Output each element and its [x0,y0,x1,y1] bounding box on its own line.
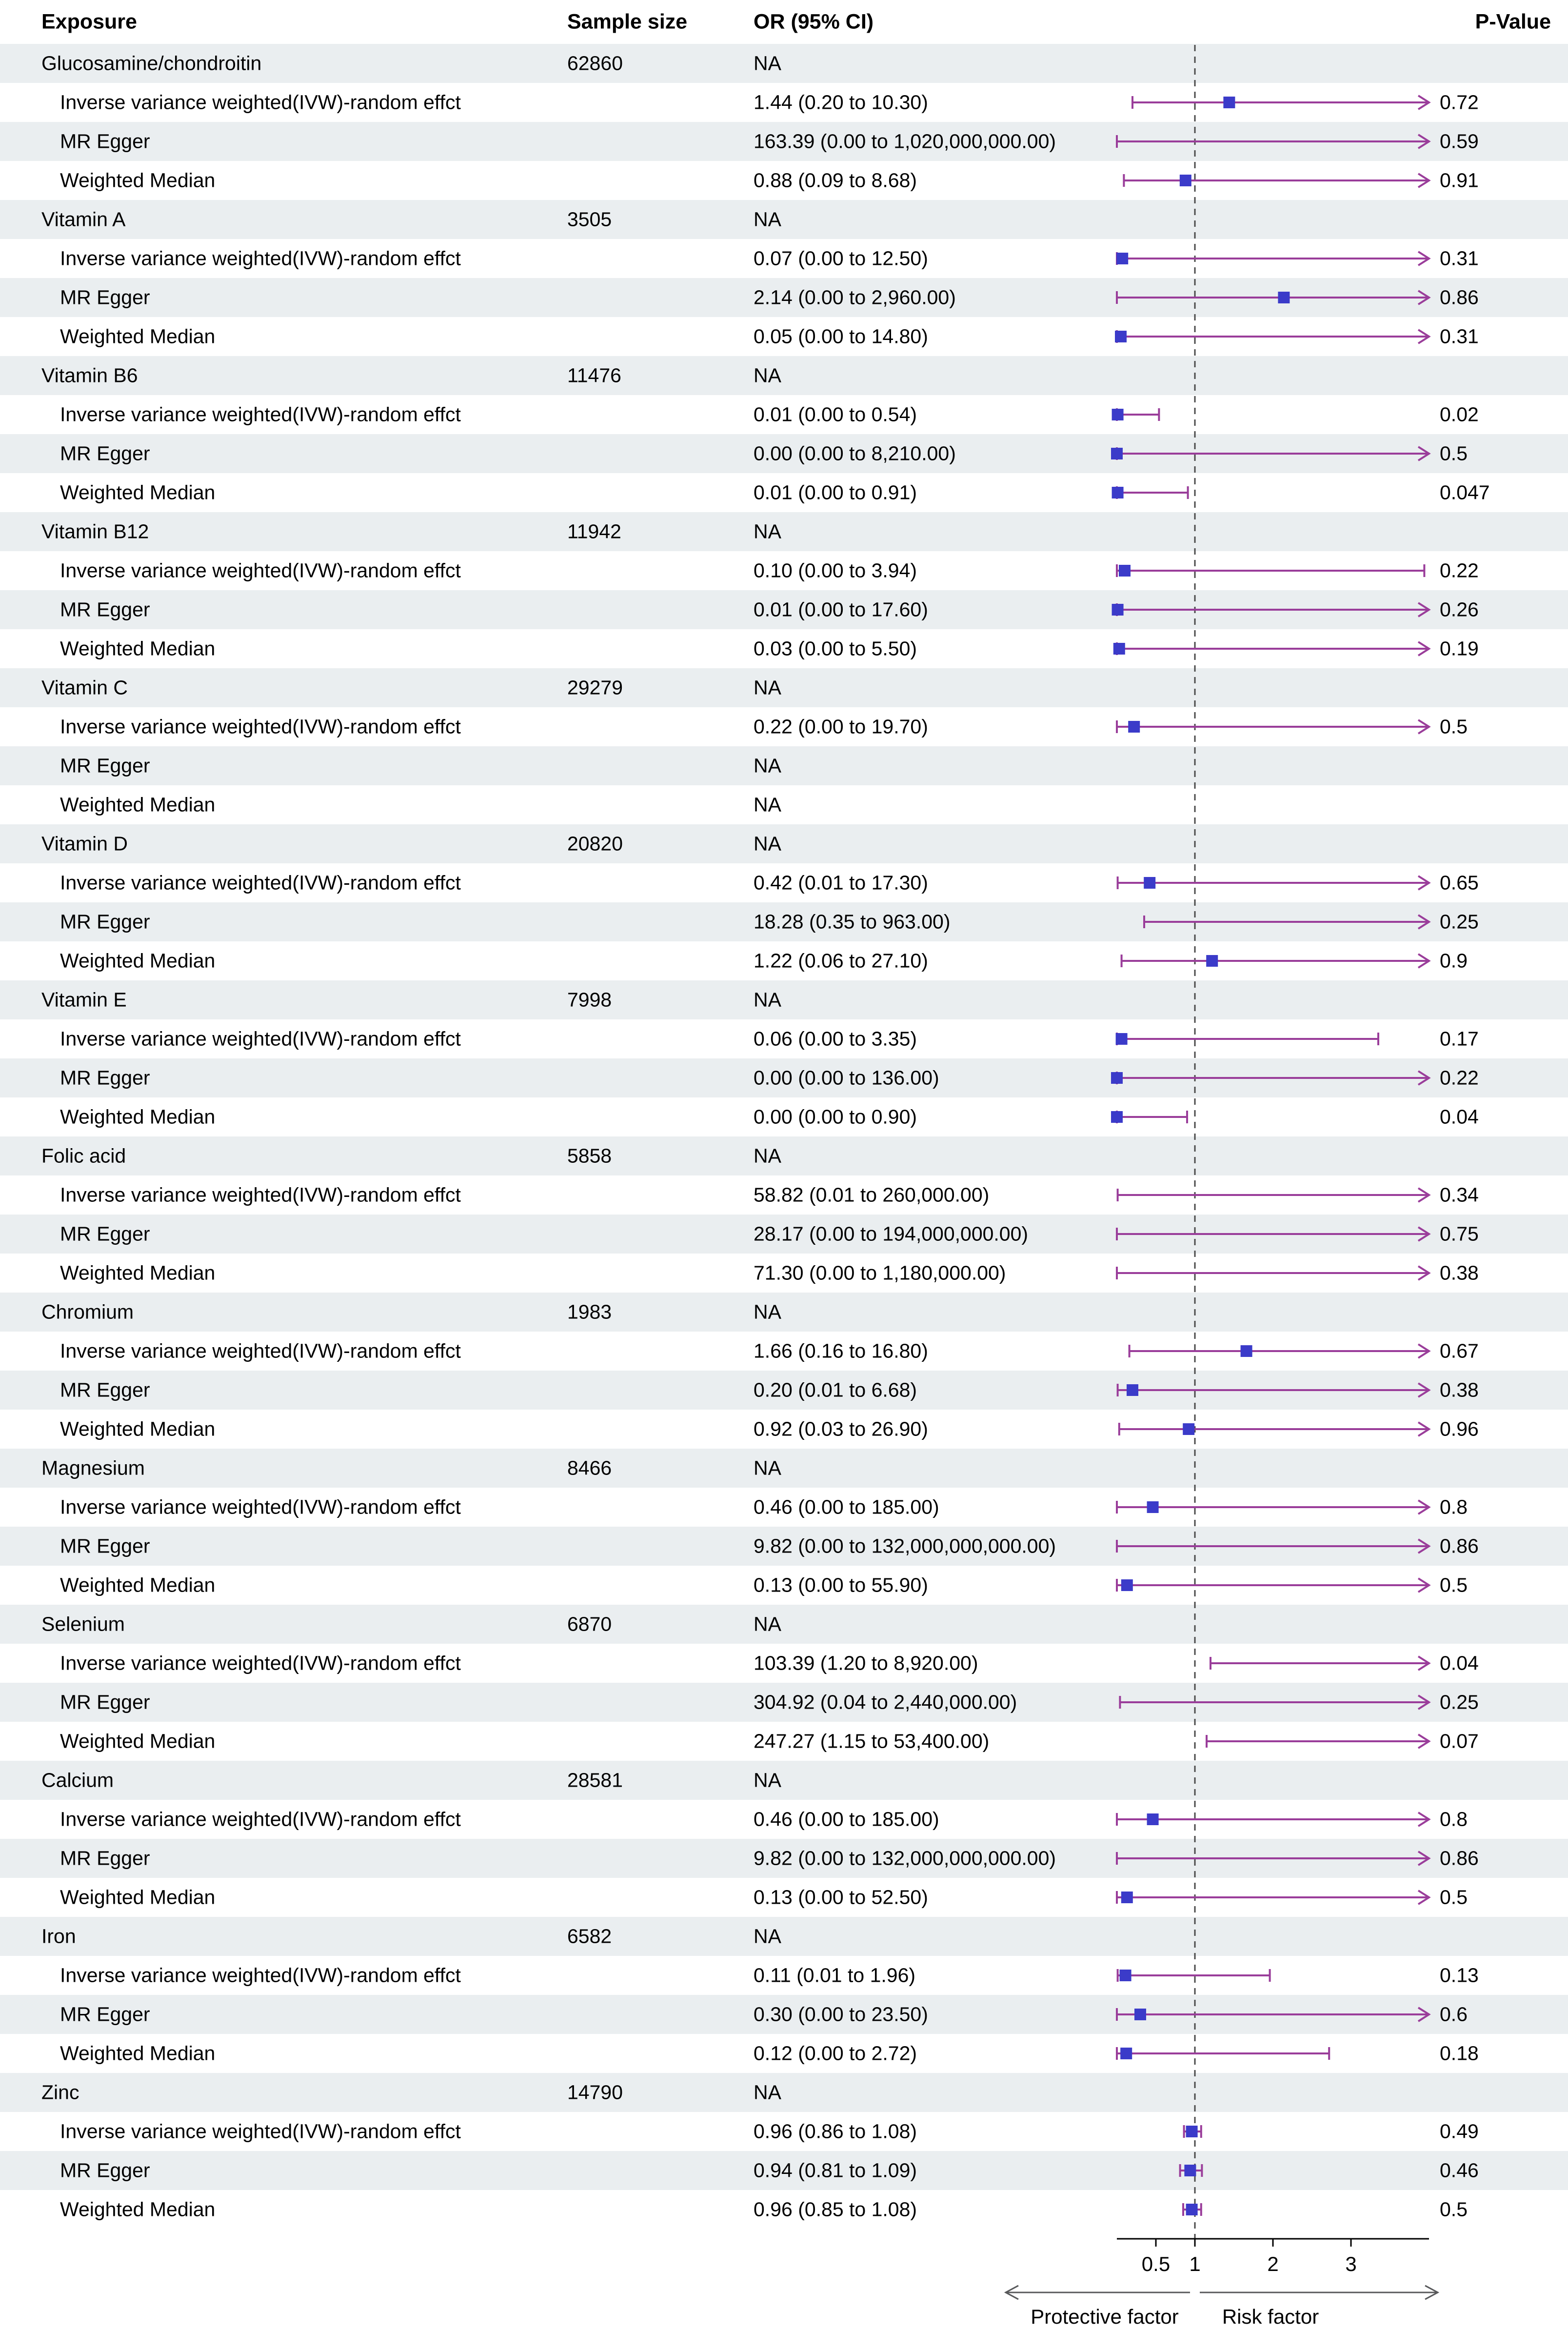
or-ci-value: 163.39 (0.00 to 1,020,000,000.00) [754,130,1056,153]
or-ci-value: 71.30 (0.00 to 1,180,000.00) [754,1261,1006,1284]
method-label: Inverse variance weighted(IVW)-random effct [60,403,461,426]
or-ci-value: 18.28 (0.35 to 963.00) [754,910,951,933]
method-row [0,590,1568,629]
p-value: 0.91 [1440,169,1479,192]
method-row [0,1058,1568,1097]
or-ci-value: NA [754,2081,781,2104]
method-row [0,2151,1568,2190]
exposure-label: Iron [41,1925,76,1948]
method-label: Inverse variance weighted(IVW)-random effct [60,1027,461,1050]
sample-size-value: 6870 [567,1613,612,1635]
sample-size-value: 8466 [567,1456,612,1479]
method-row [0,434,1568,473]
p-value: 0.38 [1440,1378,1479,1401]
method-label: MR Egger [60,1222,150,1245]
method-label: Weighted Median [60,793,216,816]
p-value: 0.31 [1440,325,1479,348]
or-ci-value: 0.00 (0.00 to 0.90) [754,1105,917,1128]
method-row [0,1878,1568,1917]
or-ci-value: NA [754,754,781,777]
p-value: 0.75 [1440,1222,1479,1245]
method-label: MR Egger [60,754,150,777]
or-ci-value: 1.22 (0.06 to 27.10) [754,949,928,972]
method-label: MR Egger [60,1378,150,1401]
method-label: MR Egger [60,910,150,933]
method-row [0,1332,1568,1371]
method-row [0,122,1568,161]
or-ci-value: 0.07 (0.00 to 12.50) [754,247,928,270]
or-ci-value: 0.01 (0.00 to 17.60) [754,598,928,621]
method-row [0,1800,1568,1839]
p-value: 0.02 [1440,403,1479,426]
method-row [0,1371,1568,1410]
header-sample-size: Sample size [567,10,688,34]
method-row [0,1175,1568,1215]
method-label: Inverse variance weighted(IVW)-random effct [60,1652,461,1674]
method-label: Inverse variance weighted(IVW)-random effct [60,247,461,270]
p-value: 0.5 [1440,442,1468,465]
exposure-label: Vitamin B12 [41,520,149,543]
method-label: Inverse variance weighted(IVW)-random effct [60,91,461,114]
method-label: MR Egger [60,1066,150,1089]
or-ci-value: 304.92 (0.04 to 2,440,000.00) [754,1691,1017,1713]
or-ci-value: 0.00 (0.00 to 136.00) [754,1066,939,1089]
p-value: 0.86 [1440,286,1479,309]
or-ci-value: NA [754,832,781,855]
or-ci-value: 0.94 (0.81 to 1.09) [754,2159,917,2182]
method-label: Inverse variance weighted(IVW)-random effct [60,871,461,894]
or-ci-value: 0.13 (0.00 to 52.50) [754,1886,928,1909]
exposure-label: Magnesium [41,1456,145,1479]
p-value: 0.5 [1440,2198,1468,2221]
p-value: 0.46 [1440,2159,1479,2182]
exposure-group-row [0,356,1568,395]
or-ci-value: 9.82 (0.00 to 132,000,000,000.00) [754,1534,1056,1557]
or-ci-value: 0.12 (0.00 to 2.72) [754,2042,917,2065]
or-ci-value: 0.46 (0.00 to 185.00) [754,1808,939,1831]
method-row [0,785,1568,824]
method-label: MR Egger [60,130,150,153]
method-row [0,1488,1568,1527]
exposure-label: Selenium [41,1613,125,1635]
sample-size-value: 11476 [567,364,621,387]
method-row [0,1527,1568,1566]
method-row [0,1410,1568,1449]
exposure-group-row [0,2073,1568,2112]
exposure-label: Chromium [41,1300,134,1323]
or-ci-value: NA [754,1456,781,1479]
method-label: MR Egger [60,2003,150,2026]
or-ci-value: NA [754,988,781,1011]
method-row [0,239,1568,278]
method-row [0,1722,1568,1761]
method-row [0,1956,1568,1995]
or-ci-value: 0.42 (0.01 to 17.30) [754,871,928,894]
p-value: 0.18 [1440,2042,1479,2065]
method-label: Weighted Median [60,325,216,348]
or-ci-value: 0.05 (0.00 to 14.80) [754,325,928,348]
or-ci-value: 0.46 (0.00 to 185.00) [754,1495,939,1518]
exposure-label: Zinc [41,2081,79,2104]
method-label: Weighted Median [60,1886,216,1909]
method-label: Inverse variance weighted(IVW)-random effct [60,1495,461,1518]
p-value: 0.26 [1440,598,1479,621]
or-ci-value: NA [754,1769,781,1792]
method-label: Inverse variance weighted(IVW)-random effct [60,559,461,582]
method-label: MR Egger [60,598,150,621]
table-body [0,44,1568,2229]
or-ci-value: 0.06 (0.00 to 3.35) [754,1027,917,1050]
exposure-label: Vitamin B6 [41,364,138,387]
exposure-group-row [0,1761,1568,1800]
method-row [0,1254,1568,1293]
or-ci-value: NA [754,208,781,231]
p-value: 0.86 [1440,1534,1479,1557]
p-value: 0.38 [1440,1261,1479,1284]
risk-arrow-icon [1425,2286,1438,2299]
method-label: Weighted Median [60,1261,216,1284]
exposure-group-row [0,980,1568,1019]
header-exposure: Exposure [41,10,137,34]
exposure-group-row [0,44,1568,83]
or-ci-value: 1.44 (0.20 to 10.30) [754,91,928,114]
header-p-value: P-Value [1475,10,1551,34]
p-value: 0.04 [1440,1652,1479,1674]
method-row [0,2034,1568,2073]
p-value: 0.59 [1440,130,1479,153]
or-ci-value: NA [754,364,781,387]
sample-size-value: 20820 [567,832,623,855]
p-value: 0.047 [1440,481,1490,504]
or-ci-value: 0.92 (0.03 to 26.90) [754,1417,928,1440]
p-value: 0.72 [1440,91,1479,114]
exposure-label: Calcium [41,1769,114,1792]
or-ci-value: NA [754,793,781,816]
or-ci-value: 0.03 (0.00 to 5.50) [754,637,917,660]
or-ci-value: NA [754,1925,781,1948]
p-value: 0.86 [1440,1847,1479,1870]
or-ci-value: NA [754,1300,781,1323]
method-row [0,1839,1568,1878]
method-row [0,1566,1568,1605]
or-ci-value: 247.27 (1.15 to 53,400.00) [754,1730,990,1753]
method-label: Weighted Median [60,2198,216,2221]
p-value: 0.67 [1440,1339,1479,1362]
protective-factor-label: Protective factor [1031,2305,1179,2328]
p-value: 0.07 [1440,1730,1479,1753]
p-value: 0.96 [1440,1417,1479,1440]
sample-size-value: 3505 [567,208,612,231]
or-ci-value: 0.22 (0.00 to 19.70) [754,715,928,738]
p-value: 0.8 [1440,1808,1468,1831]
p-value: 0.6 [1440,2003,1468,2026]
method-label: Weighted Median [60,637,216,660]
or-ci-value: NA [754,1613,781,1635]
method-row [0,1995,1568,2034]
or-ci-value: 103.39 (1.20 to 8,920.00) [754,1652,978,1674]
method-row [0,1644,1568,1683]
method-label: Weighted Median [60,169,216,192]
method-label: MR Egger [60,1691,150,1713]
or-ci-value: 58.82 (0.01 to 260,000.00) [754,1183,990,1206]
or-ci-value: 0.20 (0.01 to 6.68) [754,1378,917,1401]
or-ci-value: 0.96 (0.85 to 1.08) [754,2198,917,2221]
sample-size-value: 29279 [567,676,623,699]
method-label: MR Egger [60,286,150,309]
p-value: 0.8 [1440,1495,1468,1518]
method-label: Weighted Median [60,1105,216,1128]
or-ci-value: 0.10 (0.00 to 3.94) [754,559,917,582]
method-label: MR Egger [60,1847,150,1870]
p-value: 0.13 [1440,1964,1479,1987]
method-label: Weighted Median [60,481,216,504]
method-label: Inverse variance weighted(IVW)-random effct [60,1183,461,1206]
axis-tick-label: 2 [1267,2252,1279,2275]
or-ci-value: 0.01 (0.00 to 0.91) [754,481,917,504]
p-value: 0.49 [1440,2120,1479,2143]
exposure-group-row [0,824,1568,863]
header-or-ci: OR (95% CI) [754,10,874,34]
method-row [0,473,1568,512]
method-row [0,1215,1568,1254]
exposure-group-row [0,200,1568,239]
exposure-group-row [0,668,1568,707]
method-label: Inverse variance weighted(IVW)-random effct [60,2120,461,2143]
method-row [0,1683,1568,1722]
risk-factor-label: Risk factor [1222,2305,1319,2328]
exposure-label: Glucosamine/chondroitin [41,52,262,75]
sample-size-value: 1983 [567,1300,612,1323]
axis-tick-label: 1 [1189,2252,1201,2275]
exposure-label: Vitamin D [41,832,128,855]
sample-size-value: 7998 [567,988,612,1011]
method-label: Inverse variance weighted(IVW)-random effct [60,1808,461,1831]
method-label: Weighted Median [60,1417,216,1440]
or-ci-value: NA [754,676,781,699]
method-row [0,1019,1568,1058]
method-row [0,317,1568,356]
method-row [0,863,1568,902]
or-ci-value: 9.82 (0.00 to 132,000,000,000.00) [754,1847,1056,1870]
or-ci-value: 0.00 (0.00 to 8,210.00) [754,442,956,465]
exposure-group-row [0,1293,1568,1332]
method-label: Weighted Median [60,1573,216,1596]
method-label: MR Egger [60,1534,150,1557]
method-row [0,2112,1568,2151]
method-row [0,629,1568,668]
sample-size-value: 62860 [567,52,623,75]
method-row [0,1097,1568,1136]
method-label: Weighted Median [60,2042,216,2065]
method-row [0,278,1568,317]
sample-size-value: 14790 [567,2081,623,2104]
or-ci-value: 0.88 (0.09 to 8.68) [754,169,917,192]
axis-tick-label: 3 [1345,2252,1357,2275]
p-value: 0.31 [1440,247,1479,270]
p-value: 0.19 [1440,637,1479,660]
method-label: Weighted Median [60,1730,216,1753]
p-value: 0.17 [1440,1027,1479,1050]
p-value: 0.04 [1440,1105,1479,1128]
sample-size-value: 6582 [567,1925,612,1948]
p-value: 0.5 [1440,1886,1468,1909]
or-ci-value: 1.66 (0.16 to 16.80) [754,1339,928,1362]
method-label: Inverse variance weighted(IVW)-random effct [60,715,461,738]
sample-size-value: 28581 [567,1769,623,1792]
p-value: 0.65 [1440,871,1479,894]
method-row [0,551,1568,590]
method-row [0,707,1568,746]
p-value: 0.25 [1440,1691,1479,1713]
or-ci-value: NA [754,52,781,75]
or-ci-value: 2.14 (0.00 to 2,960.00) [754,286,956,309]
or-ci-value: 0.96 (0.86 to 1.08) [754,2120,917,2143]
p-value: 0.25 [1440,910,1479,933]
method-row [0,941,1568,980]
method-row [0,2190,1568,2229]
exposure-group-row [0,1136,1568,1175]
method-row [0,902,1568,941]
or-ci-value: 0.13 (0.00 to 55.90) [754,1573,928,1596]
exposure-label: Vitamin A [41,208,126,231]
method-row [0,161,1568,200]
method-row [0,83,1568,122]
method-label: Inverse variance weighted(IVW)-random effct [60,1964,461,1987]
or-ci-value: NA [754,1144,781,1167]
p-value: 0.9 [1440,949,1468,972]
method-row [0,395,1568,434]
exposure-label: Vitamin C [41,676,128,699]
p-value: 0.22 [1440,559,1479,582]
exposure-group-row [0,1917,1568,1956]
method-row [0,746,1568,785]
method-label: MR Egger [60,442,150,465]
exposure-group-row [0,1605,1568,1644]
sample-size-value: 11942 [567,520,621,543]
exposure-label: Vitamin E [41,988,127,1011]
sample-size-value: 5858 [567,1144,612,1167]
exposure-group-row [0,1449,1568,1488]
protective-arrow-icon [1006,2286,1018,2299]
p-value: 0.34 [1440,1183,1479,1206]
or-ci-value: 0.11 (0.01 to 1.96) [754,1964,916,1987]
or-ci-value: 28.17 (0.00 to 194,000,000.00) [754,1222,1029,1245]
p-value: 0.5 [1440,715,1468,738]
exposure-label: Folic acid [41,1144,126,1167]
axis-tick-label: 0.5 [1141,2252,1171,2275]
exposure-group-row [0,512,1568,551]
p-value: 0.22 [1440,1066,1479,1089]
method-label: MR Egger [60,2159,150,2182]
or-ci-value: 0.01 (0.00 to 0.54) [754,403,917,426]
or-ci-value: NA [754,520,781,543]
table-header [0,0,1568,44]
or-ci-value: 0.30 (0.00 to 23.50) [754,2003,928,2026]
p-value: 0.5 [1440,1573,1468,1596]
method-label: Weighted Median [60,949,216,972]
method-label: Inverse variance weighted(IVW)-random effct [60,1339,461,1362]
